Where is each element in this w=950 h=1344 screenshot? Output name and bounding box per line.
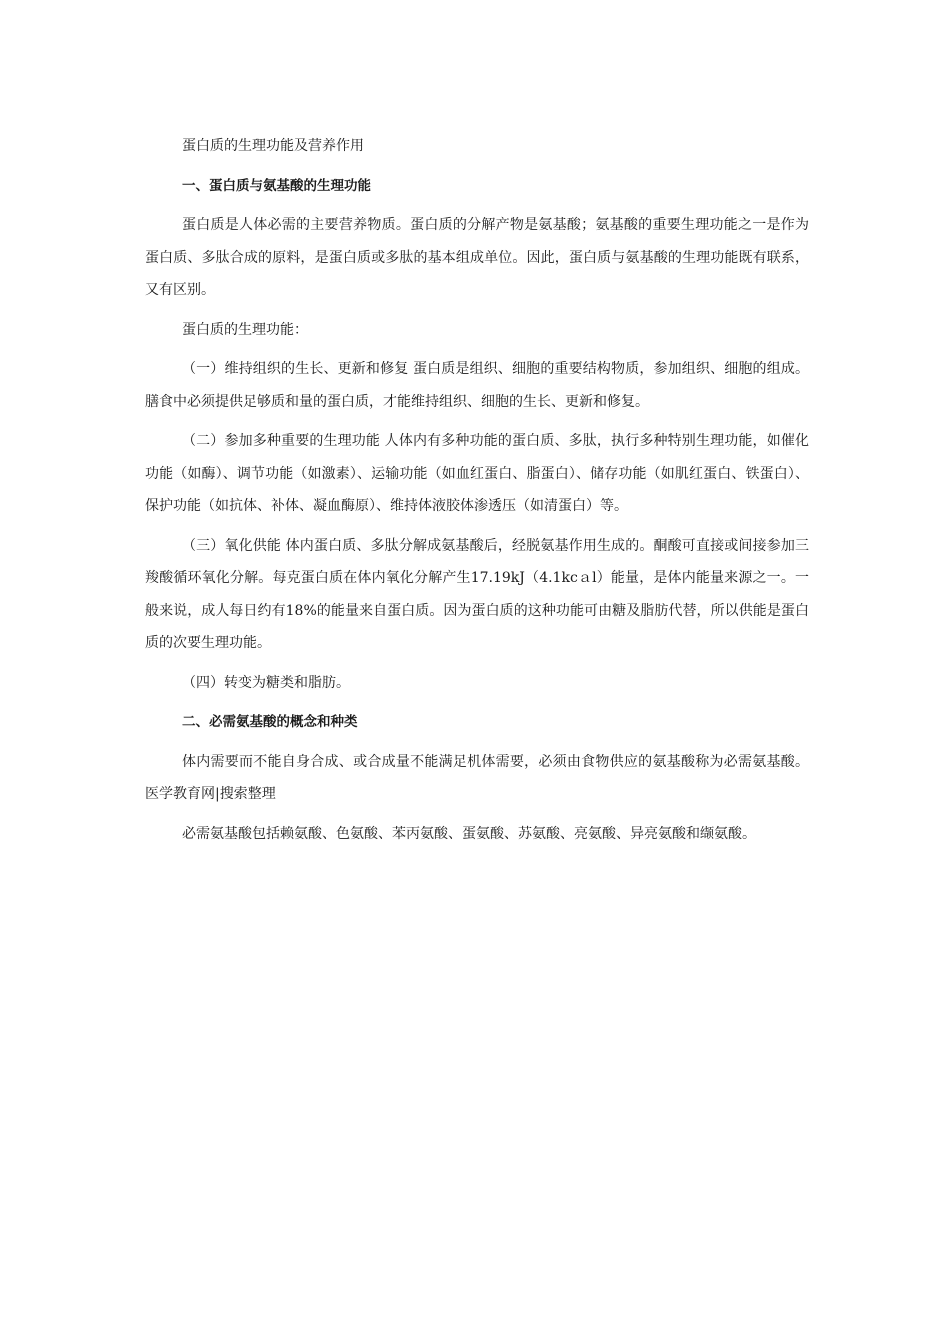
document-title: 蛋白质的生理功能及营养作用 bbox=[182, 138, 364, 154]
section-heading-protein-amino-acid-functions: 一、蛋白质与氨基酸的生理功能 bbox=[182, 177, 371, 194]
section-intro-paragraph: 蛋白质是人体必需的主要营养物质。蛋白质的分解产物是氨基酸；氨基酸的重要生理功能之一是作为蛋白质、多肽合成的原料，是蛋白质或多肽的基本组成单位。因此，蛋白质与氨基酸的生理功能既有联系，又有区别。 bbox=[145, 217, 809, 298]
essential-amino-acid-list: 必需氨基酸包括赖氨酸、色氨酸、苯丙氨酸、蛋氨酸、苏氨酸、亮氨酸、异亮氨酸和缬氨酸。 bbox=[182, 825, 756, 842]
function-item-maintain-tissue: （一）维持组织的生长、更新和修复 蛋白质是组织、细胞的重要结构物质，参加组织、细胞的组成。膳食中必须提供足够质和量的蛋白质，才能维持组织、细胞的生长、更新和修复。 bbox=[145, 361, 809, 410]
function-item-physiological-functions: （二）参加多种重要的生理功能 人体内有多种功能的蛋白质、多肽，执行多种特别生理功能，如催化功能（如酶）、调节功能（如激素）、运输功能（如血红蛋白、脂蛋白）、储存功能（如肌红蛋白、铁蛋白）、保护功能（如抗体、补体、凝血酶原）、维持体液胶体渗透压（如清蛋白）等。 bbox=[145, 433, 809, 514]
functions-label: 蛋白质的生理功能： bbox=[182, 321, 308, 338]
section-heading-essential-amino-acids: 二、必需氨基酸的概念和种类 bbox=[182, 714, 358, 730]
function-item-convert-sugar-fat: （四）转变为糖类和脂肪。 bbox=[182, 674, 350, 691]
function-item-oxidation-energy: （三）氧化供能 体内蛋白质、多肽分解成氨基酸后，经脱氨基作用生成的。酮酸可直接或间接参加三羧酸循环氧化分解。每克蛋白质在体内氧化分解产生17.19kJ（4.1kcａl）能量，是体内能量来源之一。一般来说，成人每日约有18%的能量来自蛋白质。因为蛋白质的这种功能可由糖及脂肪代替，所以供能是蛋白质的次要生理功能。 bbox=[145, 537, 809, 651]
document-page bbox=[145, 130, 809, 850]
essential-amino-acid-definition: 体内需要而不能自身合成、或合成量不能满足机体需要，必须由食物供应的氨基酸称为必需氨基酸。医学教育网|搜索整理 bbox=[145, 753, 809, 802]
